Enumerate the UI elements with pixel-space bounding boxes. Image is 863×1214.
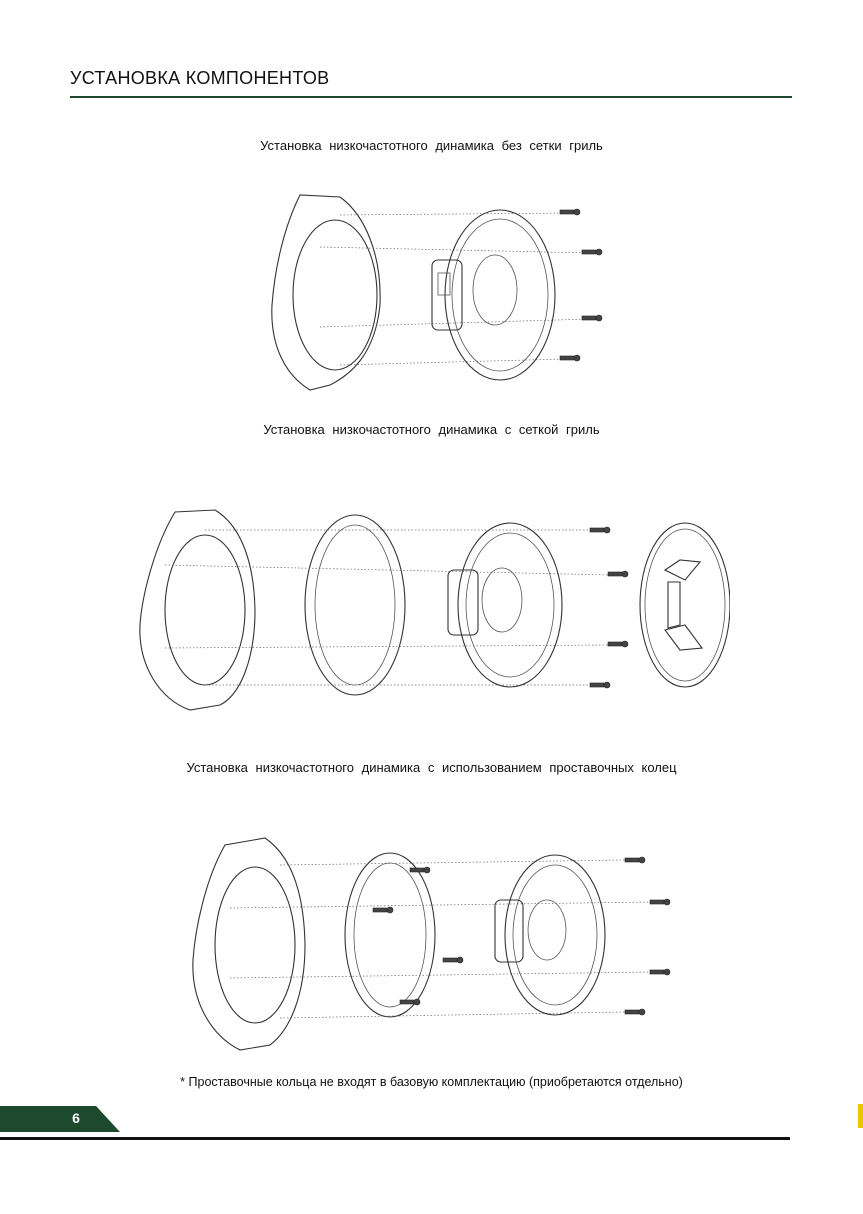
page-title: УСТАНОВКА КОМПОНЕНТОВ	[70, 68, 330, 88]
edge-mark	[858, 1104, 863, 1128]
screw-icon	[590, 682, 610, 688]
screw-icon	[582, 249, 602, 255]
diagram-with-spacers	[185, 830, 685, 1055]
footnote: * Проставочные кольца не входят в базовую комплектацию (приобретаются отдельно)	[180, 1075, 683, 1089]
screw-icon	[400, 999, 420, 1005]
section-caption-with-grille: Установка низкочастотного динамика с сеткой гриль	[263, 422, 600, 437]
screw-icon	[443, 957, 463, 963]
screw-icon	[410, 867, 430, 873]
screw-icon	[625, 1009, 645, 1015]
page-number: 6	[72, 1110, 80, 1126]
section-caption-with-spacers: Установка низкочастотного динамика с использованием проставочных колец	[186, 760, 677, 775]
screw-icon	[608, 641, 628, 647]
screw-icon	[373, 907, 393, 913]
screw-icon	[582, 315, 602, 321]
screw-icon	[650, 899, 670, 905]
bottom-rule	[0, 1137, 790, 1140]
section-caption-no-grille: Установка низкочастотного динамика без сетки гриль	[260, 138, 603, 153]
screw-icon	[608, 571, 628, 577]
title-rule	[70, 96, 792, 98]
screw-icon	[560, 355, 580, 361]
screw-icon	[650, 969, 670, 975]
diagram-with-grille	[130, 500, 730, 715]
page-tab	[0, 1106, 120, 1132]
screw-icon	[560, 209, 580, 215]
screw-icon	[590, 527, 610, 533]
diagram-no-grille	[260, 185, 620, 400]
screw-icon	[625, 857, 645, 863]
